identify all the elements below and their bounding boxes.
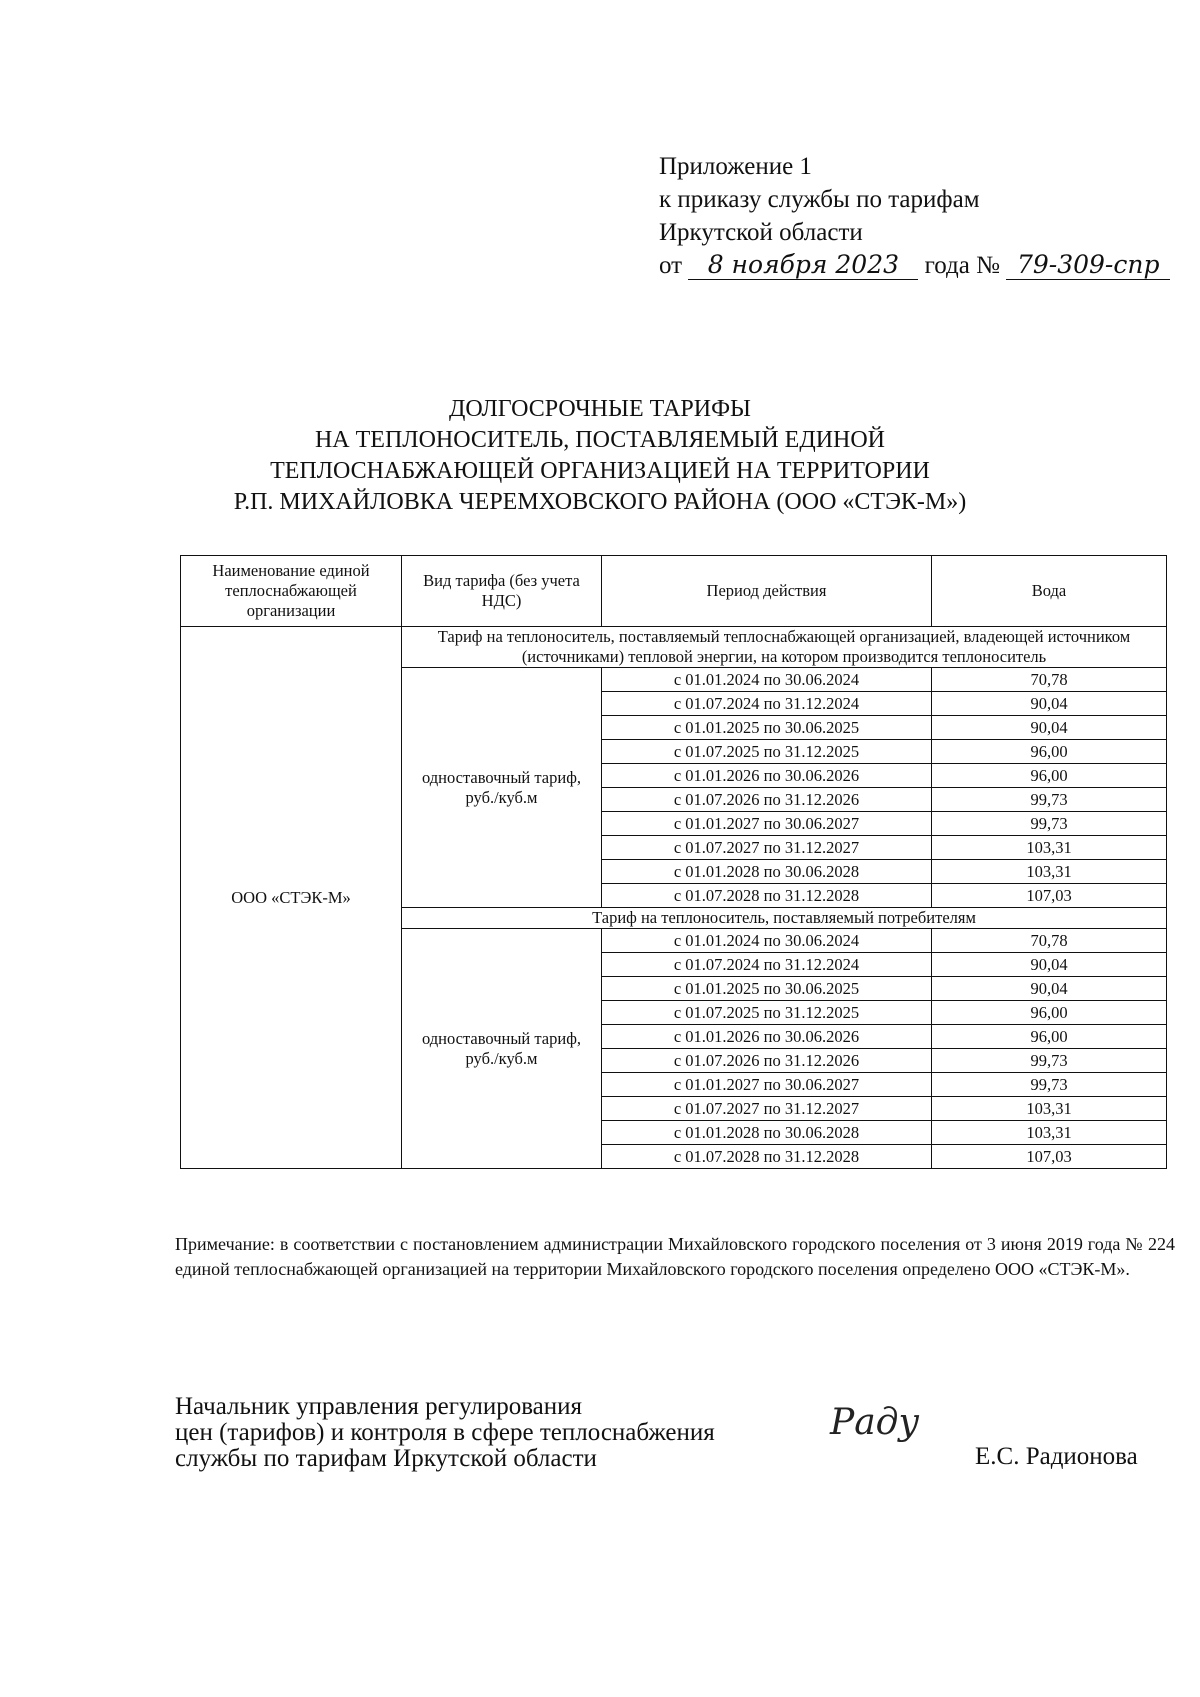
year-label: года № <box>924 252 1000 279</box>
water-value-cell: 90,04 <box>932 977 1167 1001</box>
tariff-table <box>180 555 1167 1169</box>
water-value-cell: 103,31 <box>932 860 1167 884</box>
header-water: Вода <box>932 556 1167 627</box>
period-cell: с 01.07.2026 по 31.12.2026 <box>602 788 932 812</box>
title-line-1: ДОЛГОСРОЧНЫЕ ТАРИФЫ <box>449 396 751 422</box>
period-cell: с 01.01.2026 по 30.06.2026 <box>602 764 932 788</box>
organization-cell: ООО «СТЭК-М» <box>181 627 402 1169</box>
tariff-type-cell: одноставочный тариф, руб./куб.м <box>402 668 602 908</box>
period-cell: с 01.01.2024 по 30.06.2024 <box>602 929 932 953</box>
section-row <box>181 627 1167 668</box>
water-value-cell: 90,04 <box>932 716 1167 740</box>
signatory-name: Е.С. Радионова <box>975 1443 1138 1470</box>
water-value-cell: 96,00 <box>932 764 1167 788</box>
period-cell: с 01.07.2024 по 31.12.2024 <box>602 953 932 977</box>
period-cell: с 01.01.2027 по 30.06.2027 <box>602 1073 932 1097</box>
title-line-3: ТЕПЛОСНАБЖАЮЩЕЙ ОРГАНИЗАЦИЕЙ НА ТЕРРИТОРИИ <box>270 458 930 484</box>
title-line-2: НА ТЕПЛОНОСИТЕЛЬ, ПОСТАВЛЯЕМЫЙ ЕДИНОЙ <box>314 427 886 453</box>
water-value-cell: 96,00 <box>932 1001 1167 1025</box>
period-cell: с 01.07.2024 по 31.12.2024 <box>602 692 932 716</box>
header-tariff-type: Вид тарифа (без учета НДС) <box>402 556 602 627</box>
period-cell: с 01.01.2027 по 30.06.2027 <box>602 812 932 836</box>
section-title: Тариф на теплоноситель, поставляемый теплоснабжающей организацией, владеющей источником (источниками) тепловой энергии, на котором производится теплоноситель <box>402 627 1167 668</box>
appendix-line-2: к приказу службы по тарифам <box>659 186 980 213</box>
note-paragraph: Примечание: в соответствии с постановлением администрации Михайловского городского поселения от 3 июня 2019 года № 224 единой теплоснабжающей организацией на территории Михайловского городского поселения определено ООО «СТЭК-М». <box>175 1234 1175 1279</box>
tariff-type-cell: одноставочный тариф, руб./куб.м <box>402 929 602 1169</box>
water-value-cell: 96,00 <box>932 1025 1167 1049</box>
period-cell: с 01.07.2028 по 31.12.2028 <box>602 1145 932 1169</box>
appendix-date-line <box>659 249 1170 282</box>
date-prefix: от <box>659 252 683 279</box>
signatory-title-line-1: Начальник управления регулирования <box>175 1393 583 1420</box>
header-organization: Наименование единой теплоснабжающей организации <box>181 556 402 627</box>
tariff-table-body <box>181 627 1167 1169</box>
water-value-cell: 70,78 <box>932 929 1167 953</box>
water-value-cell: 99,73 <box>932 812 1167 836</box>
water-value-cell: 99,73 <box>932 1049 1167 1073</box>
period-cell: с 01.01.2028 по 30.06.2028 <box>602 1121 932 1145</box>
water-value-cell: 90,04 <box>932 953 1167 977</box>
water-value-cell: 99,73 <box>932 1073 1167 1097</box>
period-cell: с 01.01.2026 по 30.06.2026 <box>602 1025 932 1049</box>
appendix-header <box>659 150 1170 282</box>
period-cell: с 01.01.2025 по 30.06.2025 <box>602 977 932 1001</box>
period-cell: с 01.07.2027 по 31.12.2027 <box>602 836 932 860</box>
period-cell: с 01.07.2025 по 31.12.2025 <box>602 740 932 764</box>
water-value-cell: 103,31 <box>932 1097 1167 1121</box>
section-title: Тариф на теплоноситель, поставляемый потребителям <box>402 908 1167 929</box>
period-cell: с 01.01.2024 по 30.06.2024 <box>602 668 932 692</box>
title-line-4: Р.П. МИХАЙЛОВКА ЧЕРЕМХОВСКОГО РАЙОНА (ООО «СТЭК-М») <box>233 489 967 515</box>
document-title <box>180 394 1020 518</box>
water-value-cell: 99,73 <box>932 788 1167 812</box>
appendix-line-3: Иркутской области <box>659 219 863 246</box>
water-value-cell: 107,03 <box>932 1145 1167 1169</box>
period-cell: с 01.01.2025 по 30.06.2025 <box>602 716 932 740</box>
header-period: Период действия <box>602 556 932 627</box>
handwritten-order-number: 79-309-спр <box>1006 251 1170 280</box>
handwritten-signature: Раду <box>830 1402 920 1443</box>
water-value-cell: 103,31 <box>932 1121 1167 1145</box>
appendix-line-1: Приложение 1 <box>659 153 812 180</box>
water-value-cell: 70,78 <box>932 668 1167 692</box>
period-cell: с 01.07.2025 по 31.12.2025 <box>602 1001 932 1025</box>
period-cell: с 01.07.2027 по 31.12.2027 <box>602 1097 932 1121</box>
water-value-cell: 96,00 <box>932 740 1167 764</box>
water-value-cell: 103,31 <box>932 836 1167 860</box>
signatory-title-line-2: цен (тарифов) и контроля в сфере теплоснабжения <box>175 1419 715 1446</box>
period-cell: с 01.01.2028 по 30.06.2028 <box>602 860 932 884</box>
signatory-title-line-3: службы по тарифам Иркутской области <box>175 1445 597 1472</box>
period-cell: с 01.07.2028 по 31.12.2028 <box>602 884 932 908</box>
period-cell: с 01.07.2026 по 31.12.2026 <box>602 1049 932 1073</box>
water-value-cell: 107,03 <box>932 884 1167 908</box>
water-value-cell: 90,04 <box>932 692 1167 716</box>
handwritten-date: 8 ноября 2023 <box>688 251 918 280</box>
signatory-title <box>175 1394 715 1472</box>
